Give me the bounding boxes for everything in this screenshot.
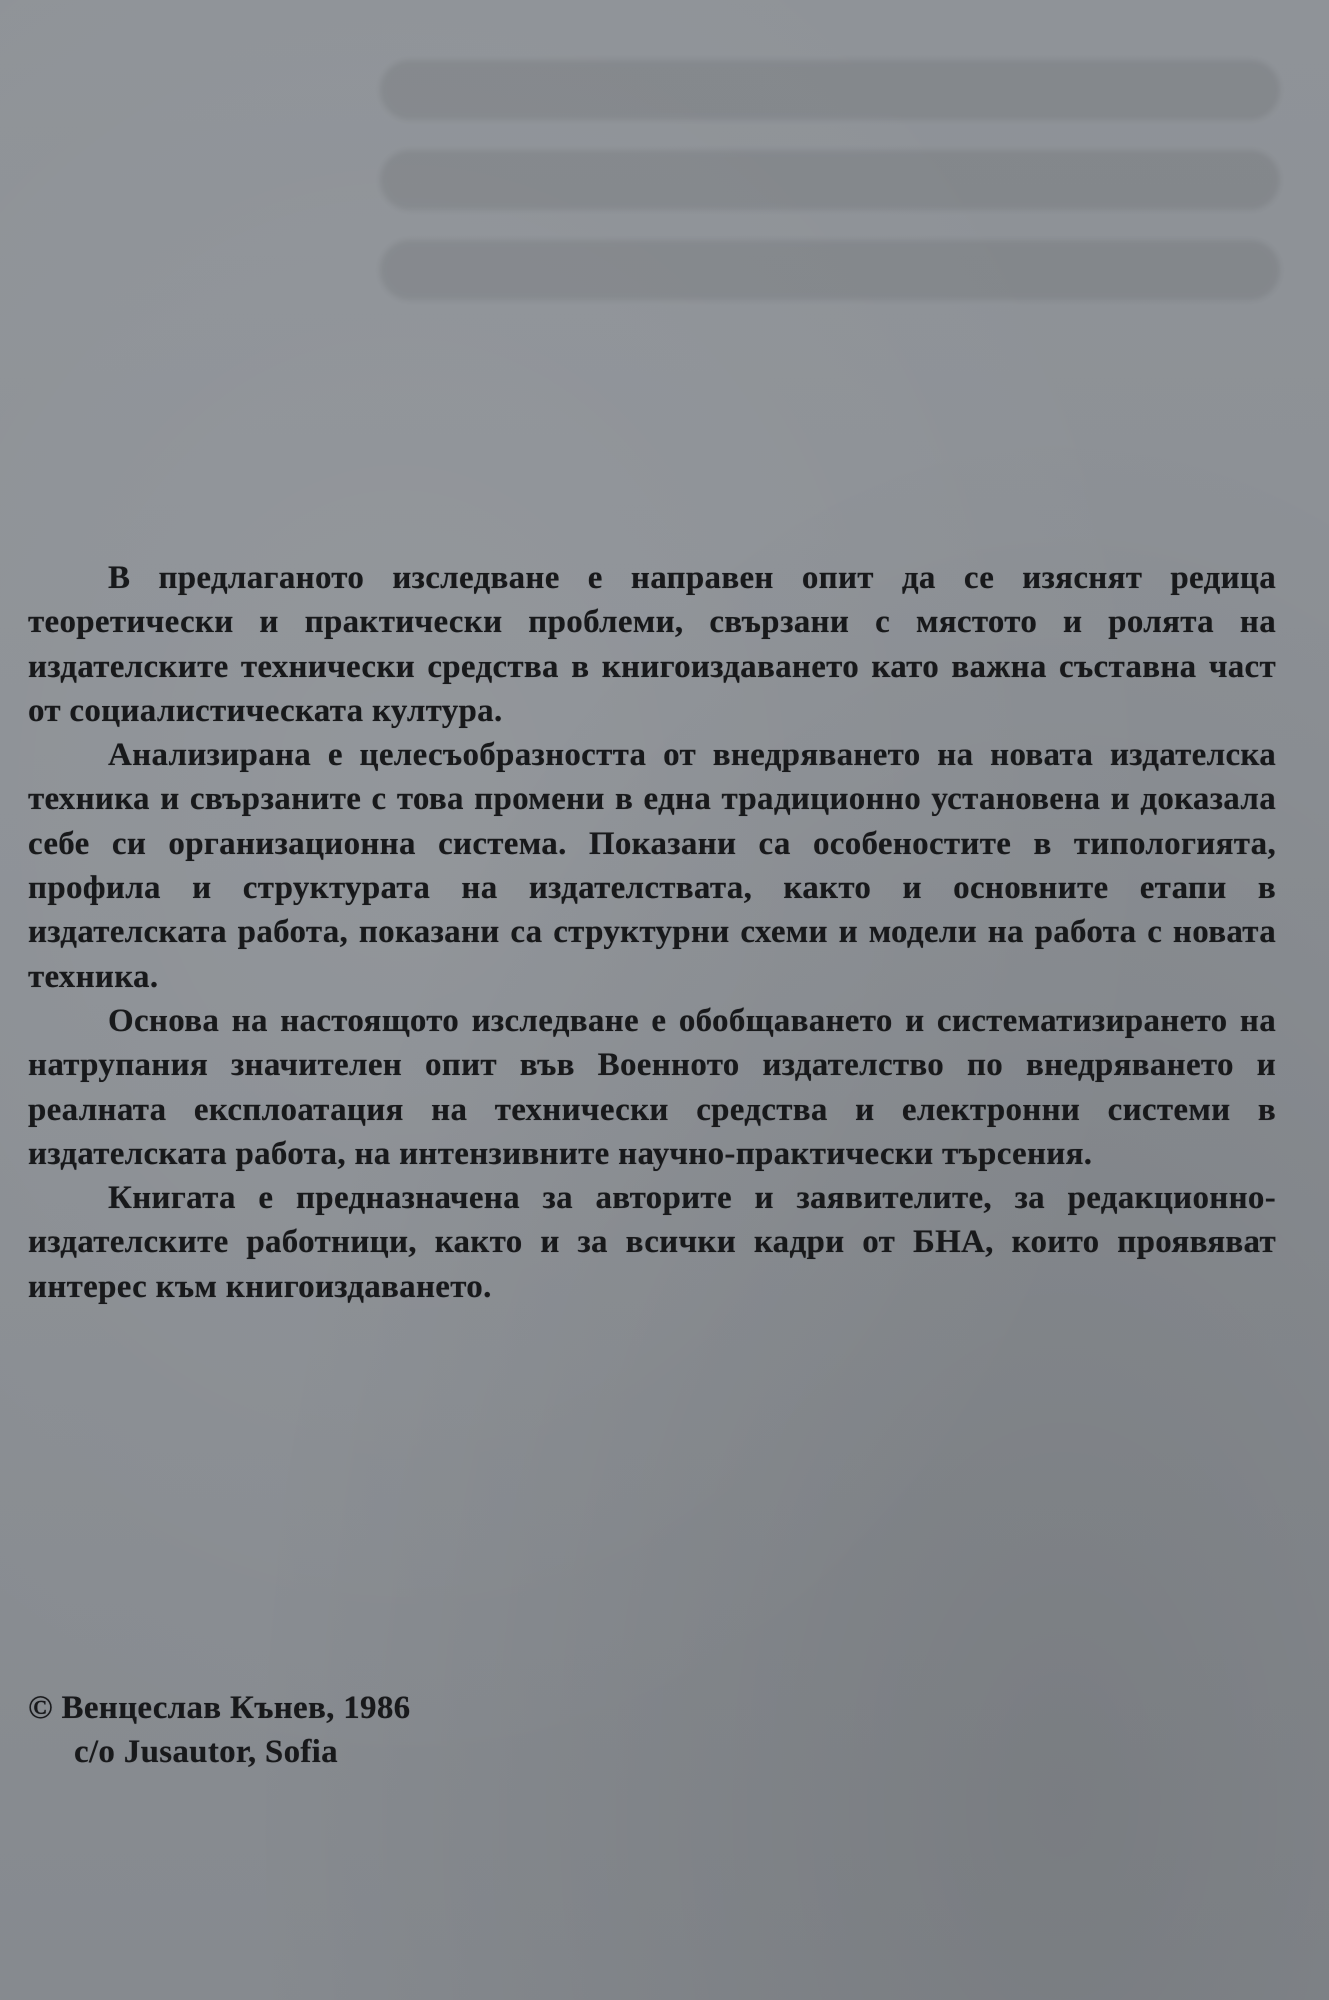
abstract-paragraph-3: Основа на настоящото изследване е обобщаването и систематизирането на натрупания значителен опит във Военното издателство по внедряването и реалната експлоатация на технически средства и електронни системи в издателската работа, на интензивните научно-практически търсения.: [28, 1002, 1276, 1172]
abstract-paragraph-2: Анализирана е целесъобразността от внедряването на новата издателска техника и свързаните с това промени в една традиционно установена и доказала себе си организационна система. Показани са особеностите в типологията, профила и структурата на издателствата, както и основните етапи в издателската работа, показани са структурни схеми и модели на работа с новата техника.: [28, 737, 1276, 995]
copyright-notice: [28, 1686, 410, 1774]
abstract-paragraph-4: Книгата е предназначена за авторите и заявителите, за редакционно-издателските работници, както и за всички кадри от БНА, които проявяват интерес към книгоиздаването.: [28, 1180, 1276, 1305]
abstract-paragraph-1: В предлаганото изследване е направен опит да се изяснят редица теоретически и практически проблеми, свързани с мястото и ролята на издателските технически средства в книгоиздаването като важна съставна част от социалистическата култура.: [28, 560, 1276, 729]
reverse-side-bleed-through: [380, 60, 1280, 400]
abstract-text: [28, 556, 1276, 1309]
copyright-line: © Венцеслав Кънев, 1986: [28, 1690, 411, 1726]
copyright-agency-line: c/o Jusautor, Sofia: [74, 1734, 338, 1770]
